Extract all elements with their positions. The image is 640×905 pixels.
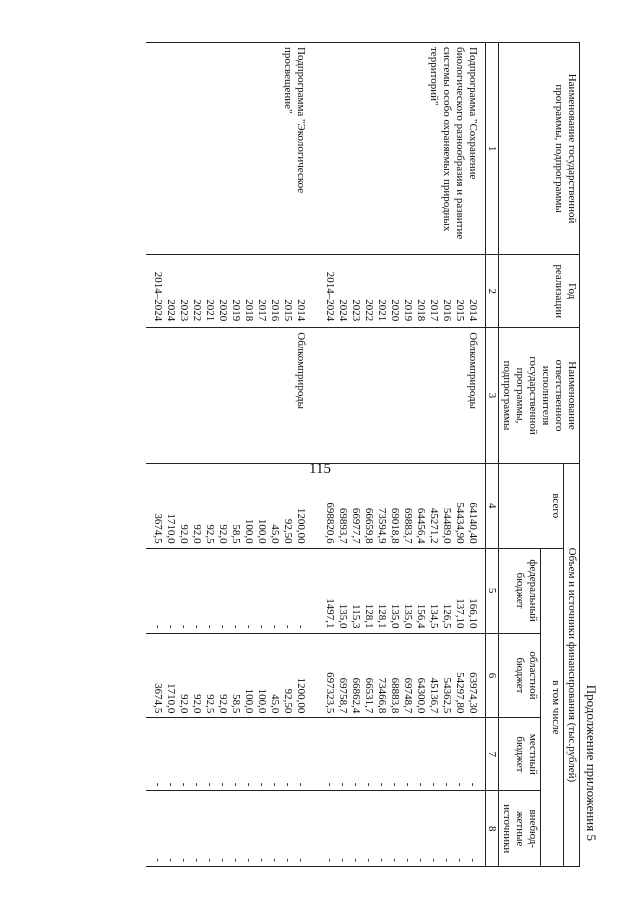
total-value: 54489,0: [441, 507, 453, 544]
local-value: -: [454, 782, 466, 787]
extrabudget-value: -: [337, 858, 349, 862]
extrabudget-cell: [313, 791, 486, 867]
federal-value: 135,0: [389, 603, 401, 629]
header-total: всего: [499, 463, 564, 548]
financing-table: [146, 42, 580, 867]
extrabudget-value: -: [428, 858, 440, 862]
regional-value: 92,0: [178, 694, 190, 714]
year-value: 2021: [376, 299, 388, 322]
regional-value: 54362,5: [441, 677, 453, 714]
federal-value: 135,0: [337, 603, 349, 629]
regional-value: 58,5: [230, 694, 242, 714]
year-value: 2015: [454, 299, 466, 322]
year-value: 2018: [415, 299, 427, 322]
column-number: 6: [486, 633, 499, 718]
local-value: -: [402, 782, 414, 787]
total-cell: [146, 463, 313, 548]
federal-value: -: [191, 624, 203, 629]
local-value: -: [363, 782, 375, 787]
total-value: 698820,6: [324, 502, 336, 544]
subprogram-name: Подпрограмма "Сохранение биологического разнообразия и развитие системы особо охраняемых природных территорий": [428, 47, 479, 240]
regional-cell: [146, 633, 313, 718]
local-cell: [146, 718, 313, 791]
local-value: -: [389, 782, 401, 787]
rotated-table-page: [58, 42, 600, 867]
regional-cell: [313, 633, 486, 718]
local-value: -: [217, 782, 229, 787]
column-number: 8: [486, 791, 499, 867]
federal-value: -: [152, 624, 164, 629]
total-value: 66659,8: [363, 507, 375, 544]
total-value: 100,0: [256, 518, 268, 544]
federal-value: 128,1: [376, 603, 388, 629]
regional-value: 92,0: [191, 694, 203, 714]
year-value: 2022: [363, 299, 375, 322]
table-body: [146, 43, 486, 867]
local-value: -: [441, 782, 453, 787]
total-value: 45,0: [269, 524, 281, 544]
year-value: 2014–2024: [324, 271, 336, 322]
total-value: 69893,7: [337, 507, 349, 544]
regional-value: 66862,4: [350, 677, 362, 714]
extrabudget-value: -: [243, 858, 255, 862]
extrabudget-value: -: [217, 858, 229, 862]
federal-value: 135,0: [402, 603, 414, 629]
column-number-row: [486, 43, 499, 867]
total-value: 1710,0: [165, 513, 177, 544]
year-cell: [146, 255, 313, 328]
year-value: 2014: [467, 299, 479, 322]
regional-value: 69758,7: [337, 677, 349, 714]
total-value: 66977,7: [350, 507, 362, 544]
column-number: 3: [486, 328, 499, 464]
federal-value: -: [178, 624, 190, 629]
federal-value: 1497,1: [324, 598, 336, 629]
local-value: -: [230, 782, 242, 787]
extrabudget-value: -: [165, 858, 177, 862]
extrabudget-value: -: [389, 858, 401, 862]
extrabudget-value: -: [178, 858, 190, 862]
header-year: Год реализации: [499, 255, 580, 328]
extrabudget-value: -: [441, 858, 453, 862]
federal-value: 128,1: [363, 603, 375, 629]
total-value: 92,50: [282, 518, 294, 544]
total-value: 69018,8: [389, 507, 401, 544]
regional-value: 73466,8: [376, 677, 388, 714]
federal-value: 115,3: [350, 604, 362, 629]
column-number: 2: [486, 255, 499, 328]
local-value: -: [467, 782, 479, 787]
header-including: в том числе: [541, 548, 564, 866]
total-value: 92,0: [191, 524, 203, 544]
extrabudget-cell: [146, 791, 313, 867]
column-number: 1: [486, 43, 499, 255]
executor-name: Облкомприроды: [467, 332, 479, 409]
local-value: -: [269, 782, 281, 787]
extrabudget-value: -: [282, 858, 294, 862]
federal-value: -: [165, 624, 177, 629]
federal-value: 137,10: [454, 598, 466, 629]
regional-value: 64300,0: [415, 677, 427, 714]
federal-value: -: [282, 624, 294, 629]
regional-value: 63974,30: [467, 672, 479, 714]
extrabudget-value: -: [324, 858, 336, 862]
regional-value: 100,0: [256, 688, 268, 714]
regional-value: 92,50: [282, 688, 294, 714]
local-value: -: [152, 782, 164, 787]
federal-cell: [313, 548, 486, 633]
local-value: -: [191, 782, 203, 787]
regional-value: 92,0: [217, 694, 229, 714]
total-value: 92,0: [178, 524, 190, 544]
total-value: 92,5: [204, 524, 216, 544]
header-regional: областной бюджет: [499, 633, 541, 718]
header-volume: Объем и источники финансирования (тыс.рублей): [564, 463, 580, 866]
regional-value: 1710,0: [165, 683, 177, 714]
year-value: 2018: [243, 299, 255, 322]
local-value: -: [204, 782, 216, 787]
extrabudget-value: -: [363, 858, 375, 862]
local-value: -: [243, 782, 255, 787]
regional-value: 66531,7: [363, 677, 375, 714]
federal-value: -: [230, 624, 242, 629]
federal-value: -: [256, 624, 268, 629]
total-value: 64456,4: [415, 507, 427, 544]
year-value: 2015: [282, 299, 294, 322]
extrabudget-value: -: [295, 858, 307, 862]
local-value: -: [165, 782, 177, 787]
federal-value: 166,10: [467, 598, 479, 629]
column-number: 4: [486, 463, 499, 548]
year-value: 2019: [230, 299, 242, 322]
extrabudget-value: -: [191, 858, 203, 862]
local-value: -: [376, 782, 388, 787]
local-value: -: [415, 782, 427, 787]
executor-cell: [313, 328, 486, 464]
column-number: 5: [486, 548, 499, 633]
total-value: 58,5: [230, 524, 242, 544]
subprogram-name-cell: [313, 43, 486, 255]
local-value: -: [256, 782, 268, 787]
regional-value: 69748,7: [402, 677, 414, 714]
header-federal: федеральный бюджет: [499, 548, 541, 633]
extrabudget-value: -: [415, 858, 427, 862]
total-value: 1200,00: [295, 507, 307, 544]
total-value: 54434,90: [454, 502, 466, 544]
federal-value: -: [217, 624, 229, 629]
year-value: 2014: [295, 299, 307, 322]
year-value: 2020: [217, 299, 229, 322]
federal-cell: [146, 548, 313, 633]
year-value: 2024: [165, 299, 177, 322]
regional-value: 92,5: [204, 694, 216, 714]
subprogram-row: [146, 43, 313, 867]
total-value: 73594,9: [376, 507, 388, 544]
executor-cell: [146, 328, 313, 464]
total-value: 3674,5: [152, 513, 164, 544]
local-value: -: [282, 782, 294, 787]
year-value: 2024: [337, 299, 349, 322]
federal-value: 134,5: [428, 603, 440, 629]
local-cell: [313, 718, 486, 791]
year-value: 2014–2024: [152, 271, 164, 322]
total-cell: [313, 463, 486, 548]
year-value: 2021: [204, 299, 216, 322]
regional-value: 45136,7: [428, 677, 440, 714]
extrabudget-value: -: [350, 858, 362, 862]
page-number: 115: [309, 461, 331, 477]
extrabudget-value: -: [256, 858, 268, 862]
year-value: 2017: [428, 299, 440, 322]
header-local: местный бюджет: [499, 718, 541, 791]
regional-value: 697323,5: [324, 672, 336, 714]
year-value: 2022: [191, 299, 203, 322]
extrabudget-value: -: [454, 858, 466, 862]
federal-value: -: [204, 624, 216, 629]
federal-value: -: [295, 624, 307, 629]
federal-value: -: [269, 624, 281, 629]
regional-value: 100,0: [243, 688, 255, 714]
year-value: 2016: [441, 299, 453, 322]
extrabudget-value: -: [402, 858, 414, 862]
year-value: 2020: [389, 299, 401, 322]
extrabudget-value: -: [376, 858, 388, 862]
federal-value: 126,5: [441, 603, 453, 629]
regional-value: 45,0: [269, 694, 281, 714]
extrabudget-value: -: [230, 858, 242, 862]
federal-value: -: [243, 624, 255, 629]
regional-value: 68883,8: [389, 677, 401, 714]
local-value: -: [295, 782, 307, 787]
local-value: -: [324, 782, 336, 787]
total-value: 45271,2: [428, 507, 440, 544]
year-value: 2019: [402, 299, 414, 322]
total-value: 92,0: [217, 524, 229, 544]
column-number: 7: [486, 718, 499, 791]
regional-value: 3674,5: [152, 683, 164, 714]
total-value: 100,0: [243, 518, 255, 544]
total-value: 64140,40: [467, 502, 479, 544]
header-extrabudget: внебюд-жетные источники: [499, 791, 541, 867]
local-value: -: [178, 782, 190, 787]
year-value: 2016: [269, 299, 281, 322]
executor-name: Облкомприроды: [295, 332, 307, 409]
year-cell: [313, 255, 486, 328]
total-value: 69883,7: [402, 507, 414, 544]
extrabudget-value: -: [467, 858, 479, 862]
subprogram-name: Подпрограмма "Экологическое просвещение": [282, 47, 307, 194]
year-value: 2023: [350, 299, 362, 322]
subprogram-row: [313, 43, 486, 867]
local-value: -: [350, 782, 362, 787]
federal-value: 156,4: [415, 603, 427, 629]
appendix-note: Продолжение приложения 5: [584, 684, 599, 841]
local-value: -: [428, 782, 440, 787]
extrabudget-value: -: [269, 858, 281, 862]
year-value: 2017: [256, 299, 268, 322]
extrabudget-value: -: [204, 858, 216, 862]
regional-value: 1200,00: [295, 677, 307, 714]
extrabudget-value: -: [152, 858, 164, 862]
subprogram-name-cell: [146, 43, 313, 255]
header-executor: Наименование ответственного исполнителя государственной программы, подпрограммы: [499, 328, 580, 464]
regional-value: 54297,80: [454, 672, 466, 714]
header-program: Наименование государственной программы, подпрограммы: [499, 43, 580, 255]
year-value: 2023: [178, 299, 190, 322]
local-value: -: [337, 782, 349, 787]
